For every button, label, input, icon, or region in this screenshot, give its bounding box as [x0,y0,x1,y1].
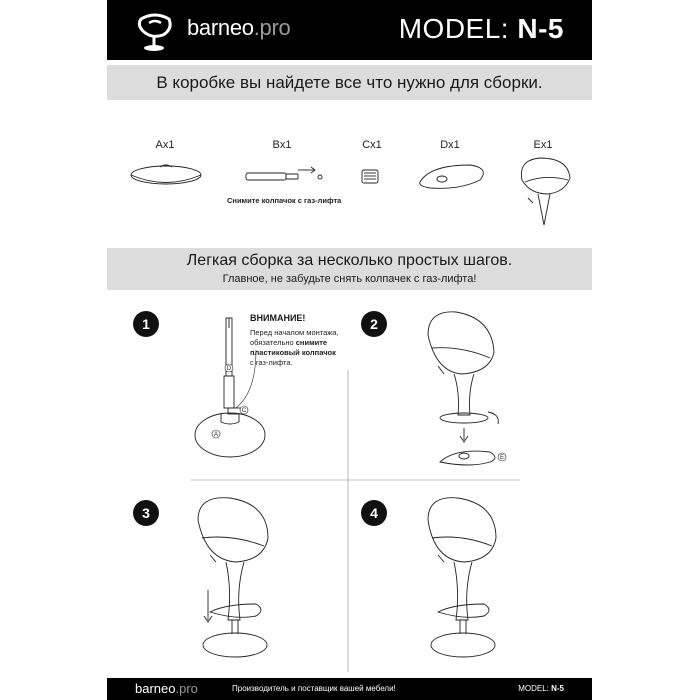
callout-a-step1 [212,430,220,438]
callout-markers [212,364,506,461]
callout-d-step1 [225,364,233,372]
warning-line-4: с газ-лифта. [250,358,293,367]
footer-tagline: Производитель и поставщик вашей мебели! [232,684,396,693]
step-2-illustration [428,312,498,465]
part-d-footrest-illustration [420,165,484,188]
footer-brand-logo [135,681,198,696]
part-c-bearing-illustration [362,170,378,183]
step-1-illustration [195,318,265,457]
step-4-illustration [428,498,496,657]
footer-brand-main: barneo [135,681,176,696]
step-1-badge: 1 [133,311,159,337]
warning-title: ВНИМАНИЕ! [250,313,306,323]
part-a-label: Ax1 [155,139,175,151]
step-4-badge: 4 [361,500,387,526]
callout-c-step1 [240,406,248,414]
step-2-badge: 2 [361,311,387,337]
model-prefix: MODEL: [398,13,510,44]
footer-model-prefix: MODEL: [518,684,549,693]
steps-title: Легкая сборка за несколько простых шагов. [186,252,513,269]
part-e-label: Ex1 [533,139,553,151]
part-b-label: Bx1 [272,139,292,151]
part-d-label: Dx1 [440,139,460,151]
brand-suffix: .pro [253,15,291,40]
step-3-illustration [198,498,268,657]
callout-c-text-step1: C [241,408,247,414]
callout-a-text-step1: A [213,432,219,438]
footer-model-label [518,684,564,693]
callout-e-text-step2: E [499,455,505,461]
box-contents-text: В коробке вы найдете все что нужно для сборки. [156,73,543,92]
step-3-badge: 3 [133,500,159,526]
footer-brand-suffix: .pro [175,681,198,696]
warning-line-3-bold: пластиковый колпачок [250,348,336,357]
callout-e-step2 [498,453,506,461]
callout-d-text-step1: D [226,366,232,372]
footer-bar [107,678,592,700]
part-a-base-illustration [131,165,201,184]
step-dividers [190,370,520,672]
model-name: N-5 [517,13,564,44]
part-b-gaslift-illustration [246,167,322,180]
footer-model-name: N-5 [551,684,564,693]
warning-line-1: Перед началом монтажа, [250,328,339,337]
brand-main: barneo [187,15,254,40]
part-c-label: Cx1 [362,139,382,151]
part-b-note: Снимите колпачок с газ-лифта [227,196,342,205]
warning-line-2-bold: снимите [295,338,328,347]
steps-subtitle: Главное, не забудьте снять колпачек с газ-лифта! [222,273,477,285]
warning-line-2-text: обязательно [250,338,296,347]
part-e-seat-illustration [521,158,570,225]
